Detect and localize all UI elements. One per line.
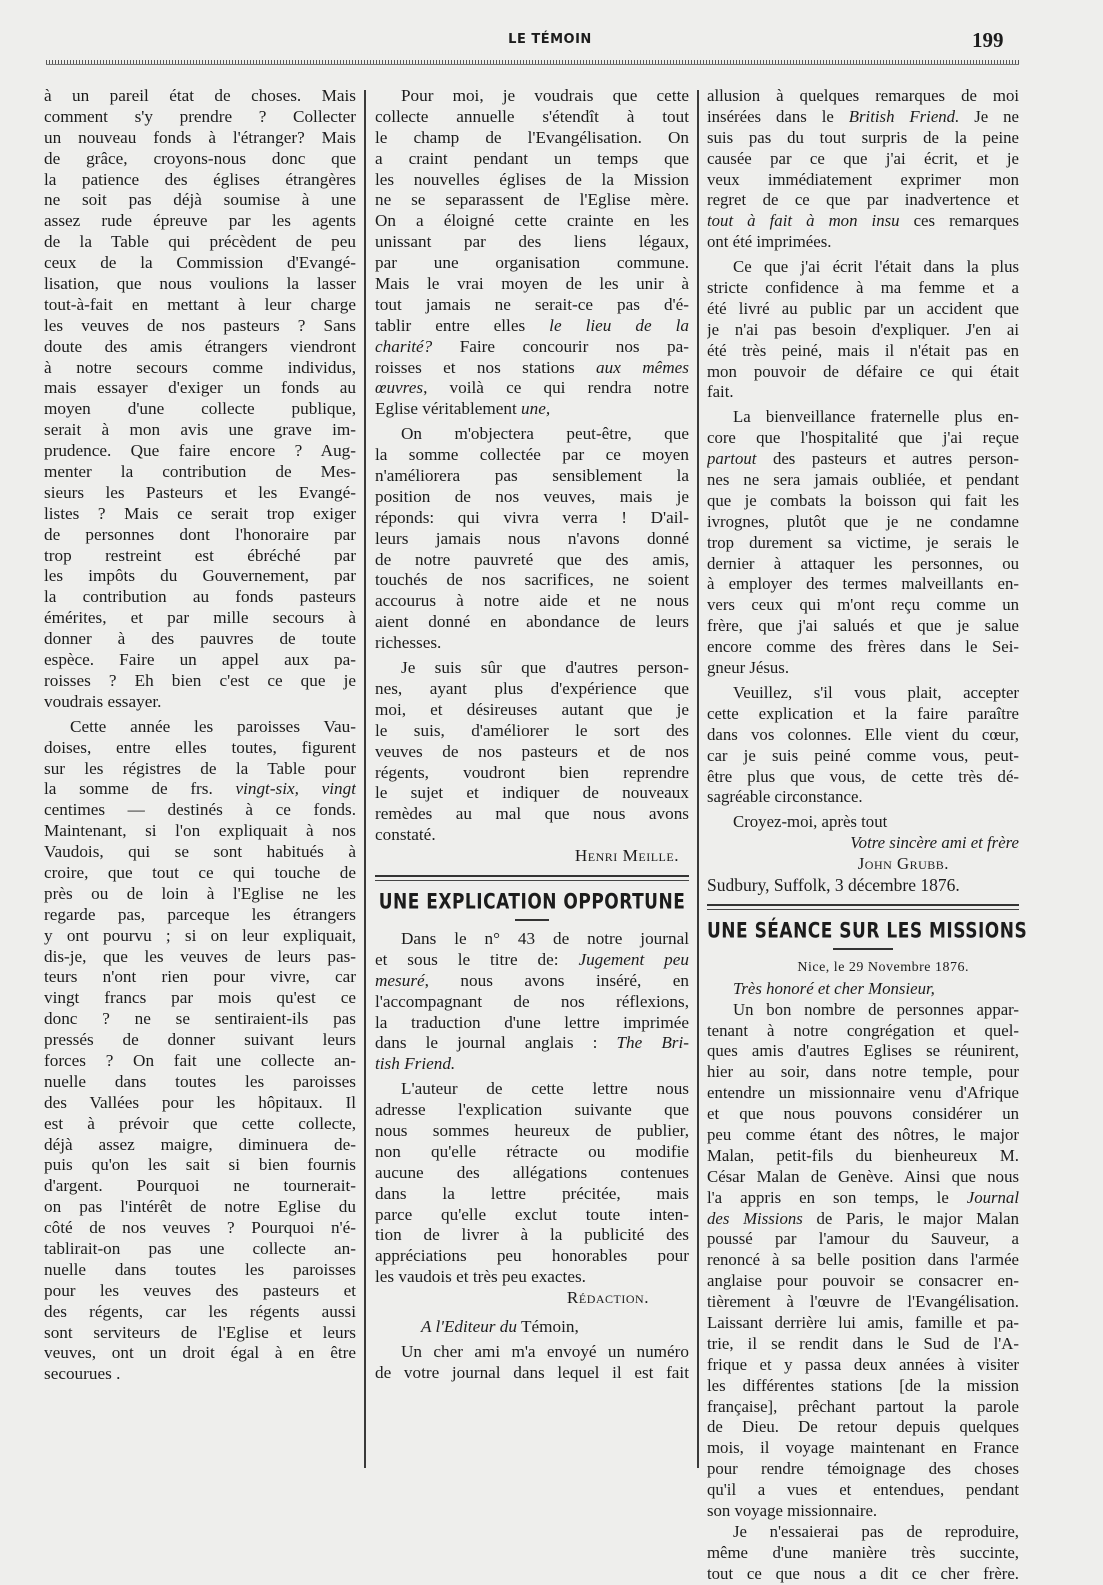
place-date: Sudbury, Suffolk, 3 décembre 1876. — [707, 874, 960, 895]
text-line: ont été imprimées. — [707, 232, 832, 252]
text-line: et que nous pouvons considérer un — [707, 1104, 1019, 1124]
italic-phrase: Très honoré et cher Monsieur, — [733, 978, 935, 998]
text-line: touchés de nos sacrifices, ne soient — [375, 570, 689, 590]
text-line: doute des amis étrangers viendront — [44, 336, 356, 356]
text-line: de Dieu. De retour depuis quelques — [707, 1417, 1019, 1437]
text-line: Je n'essaierai pas de reproduire, — [733, 1521, 1019, 1541]
text-line: Laissant derrière lui amis, famille et pa- — [707, 1312, 1019, 1332]
text-line: les différentes stations [de la mission — [707, 1375, 1019, 1395]
text-line: peu comme étant des nôtres, le major — [707, 1124, 1019, 1144]
italic-phrase: une, — [521, 399, 551, 419]
text-line: doises, entre elles toutes, figurent — [44, 737, 356, 757]
text-line: listes ? Mais ce serait trop exiger — [44, 503, 356, 523]
text-line: espèce. Faire un appel aux pa- — [44, 650, 356, 670]
text-line: aient donné en abondance de leurs — [375, 612, 689, 632]
title-ornament — [515, 919, 549, 923]
text-line: côté de nos veuves ? Pourquoi n'é- — [44, 1218, 356, 1238]
dateline: Nice, le 29 Novembre 1876. — [797, 959, 969, 975]
text-line: aucune des allégations contenues — [375, 1162, 689, 1182]
text-segment: des pasteurs et autres person- — [756, 449, 1019, 469]
text-line: nes, ayant plus d'expérience que — [375, 678, 689, 698]
text-line — [375, 1033, 689, 1054]
text-line: les vaudois et très peu exactes. — [375, 1267, 586, 1287]
italic-phrase: Jugement peu — [578, 949, 689, 969]
text-line: cette explication et la faire paraître — [707, 703, 1019, 723]
text-line: voudrais essayer. — [44, 691, 162, 711]
text-segment: Je ne — [959, 106, 1019, 126]
text-line — [375, 337, 689, 358]
text-line: frique et y passa deux années à visiter — [707, 1354, 1019, 1374]
text-line: lisation, que nous voulions la lasser — [44, 274, 356, 294]
text-line: vers ceux qui m'ont reçu comme un — [707, 595, 1019, 615]
italic-phrase: œuvres — [375, 378, 424, 398]
paragraph — [375, 1342, 689, 1384]
text-line — [375, 378, 689, 399]
column-divider — [697, 90, 699, 1468]
text-line: le suis, d'améliorer le sort des — [375, 720, 689, 740]
text-line: core que l'hospitalité que j'ai reçue — [707, 428, 1019, 448]
text-line: entendre un missionnaire venu d'Afrique — [707, 1083, 1019, 1103]
text-line: sur les régistres de la Table pour — [44, 758, 356, 778]
text-line: moyen d'une collecte publique, — [44, 399, 356, 419]
text-segment: ces remarques — [899, 211, 1019, 231]
column-right — [707, 86, 1028, 1585]
text-line: nuelle dans toutes les paroisses — [44, 1259, 356, 1279]
text-line: roisses ? Eh bien c'est ce que je — [44, 670, 356, 690]
italic-phrase: partout — [707, 449, 757, 469]
text-line — [375, 1054, 689, 1075]
paragraph — [707, 683, 1019, 808]
text-line: centimes — destinés à ce fonds. — [44, 800, 356, 820]
paragraph — [375, 86, 689, 420]
text-line: forces ? On fait une collecte an- — [44, 1050, 356, 1070]
text-line: L'auteur de cette lettre nous — [401, 1079, 689, 1099]
paragraph — [707, 1000, 1019, 1522]
text-line: régents, voudront bien reprendre — [375, 762, 689, 782]
text-line: tenant à notre congrégation et quel- — [707, 1020, 1019, 1040]
text-line: suis pas du tout surpris de la peine — [707, 127, 1019, 147]
italic-phrase: British Friend. — [848, 106, 960, 126]
paragraph — [44, 717, 356, 1386]
text-line: Malan, petit-fils du bienheureux M. — [707, 1145, 1019, 1165]
text-line: trop durement sa victime, je serais le — [707, 532, 1019, 552]
text-line: pour rendre témoignage des choses — [707, 1459, 1019, 1479]
text-line: non qu'elle rétracte ou modifie — [375, 1141, 689, 1161]
text-line: à notre secours comme individus, — [44, 357, 356, 377]
text-line: sont serviteurs de l'Eglise et leurs — [44, 1322, 356, 1342]
italic-phrase: des Missions — [707, 1208, 803, 1228]
article-title: UNE EXPLICATION OPPORTUNE — [378, 889, 686, 915]
paragraph — [707, 1522, 1019, 1585]
text-line: car je suis peiné comme vous, peut- — [707, 745, 1019, 765]
italic-phrase: tish Friend. — [375, 1054, 456, 1074]
text-line: par une organisation commune. — [375, 253, 689, 273]
text-line: Pour moi, je voudrais que cette — [401, 86, 689, 105]
text-line: tout ce que nous a dit ce cher frère. — [707, 1563, 1019, 1583]
text-line: Un cher ami m'a envoyé un numéro — [401, 1341, 689, 1361]
text-line: nuelle dans toutes les paroisses — [44, 1071, 356, 1091]
text-line: que je combats la boisson qui fait les — [707, 490, 1019, 510]
text-line: allusion à quelques remarques de moi — [707, 86, 1019, 105]
paragraph — [44, 86, 356, 713]
text-line: Ce que j'ai écrit l'était dans la plus — [733, 257, 1019, 277]
italic-phrase: le lieu de la — [549, 315, 689, 335]
text-line: constaté. — [375, 825, 436, 845]
closing-italic — [707, 833, 1019, 854]
text-line: richesses. — [375, 633, 442, 653]
text-line — [707, 1188, 1019, 1209]
italic-phrase: Journal — [966, 1187, 1019, 1207]
text-line: renoncé à sa belle position dans l'armée — [707, 1250, 1019, 1270]
text-line: son voyage missionnaire. — [707, 1501, 878, 1520]
text-line: causée par ce que j'ai écrit, et je — [707, 148, 1019, 168]
text-line: les veuves de nos pasteurs ? Sans — [44, 315, 356, 335]
text-line: poussé par l'amour du Sauveur, a — [707, 1229, 1019, 1249]
text-line: les nouvelles églises de la Mission — [375, 169, 689, 189]
running-head — [0, 30, 1103, 54]
text-line: ques amis d'autres Eglises se réunirent, — [707, 1041, 1019, 1061]
text-line: des Vallées pour les hôpitaux. Il — [44, 1092, 356, 1112]
text-line: Cette année les paroisses Vau- — [70, 716, 356, 736]
text-line: gneur Jésus. — [707, 658, 790, 678]
text-line — [44, 779, 356, 800]
text-line: donc ? ne se sentiraient-ils pas — [44, 1009, 356, 1029]
text-line: être plus que vous, de cette très dé- — [707, 766, 1019, 786]
text-line: des régents, car les régents aussi — [44, 1301, 356, 1321]
text-line: mois, il voyage maintenant en France — [707, 1438, 1019, 1458]
column-middle — [375, 86, 689, 1384]
text-line: de notre pauvreté que des amis, — [375, 549, 689, 569]
text-line: teurs n'ont rien pour vivre, car — [44, 967, 356, 987]
text-line: pour les veuves des pasteurs et — [44, 1280, 356, 1300]
text-line: la patience des églises étrangères — [44, 169, 356, 189]
text-line: dernier à attaquer les personnes, ou — [707, 553, 1019, 573]
text-line: veuves de nos pasteurs et de nos — [375, 741, 689, 761]
text-line: encore comme des frères dans le Sei- — [707, 637, 1019, 657]
italic-phrase: The Bri- — [616, 1033, 689, 1053]
text-line: même d'une manière très succinte, — [707, 1542, 1019, 1562]
text-line: été livré au public par un accident que — [707, 298, 1019, 318]
letter-salutation — [375, 1317, 689, 1338]
text-line: on pas l'intérêt de notre Eglise du — [44, 1197, 356, 1217]
text-line: On a éloigné cette crainte en les — [375, 211, 689, 231]
text-line: a craint pendant un temps que — [375, 148, 689, 168]
text-line: hier au soir, dans notre temple, pour — [707, 1062, 1019, 1082]
paragraph — [707, 407, 1019, 679]
text-segment: tablir entre elles — [375, 315, 550, 335]
text-line: tion de livrer à la publicité des — [375, 1225, 689, 1245]
text-segment: Faire concourir nos pa- — [432, 336, 689, 356]
text-line: émérites, et par mille secours à — [44, 608, 356, 628]
text-line: est à prévoir que cette collecte, — [44, 1113, 356, 1133]
text-line: trie, il se rendit dans le Sud de l'A- — [707, 1333, 1019, 1353]
text-line: nes ne sera jamais oubliée, et pendant — [707, 470, 1019, 490]
running-title: LE TÉMOIN — [508, 32, 592, 47]
text-line: comment s'y prendre ? Collecter — [44, 106, 356, 126]
text-line: veuves, ont un droit égal à en être — [44, 1343, 356, 1363]
paragraph — [375, 658, 689, 867]
text-segment: insérées dans le — [707, 106, 849, 126]
italic-phrase: tout à fait à mon insu — [707, 211, 900, 231]
signature-redaction: Rédaction. — [566, 1288, 649, 1308]
text-line — [375, 950, 689, 971]
text-line — [707, 449, 1019, 470]
text-line: dans la lettre précitée, mais — [375, 1183, 689, 1203]
article-title: UNE SÉANCE SUR LES MISSIONS — [707, 918, 1028, 944]
text-line: ivrognes, plutôt que je ne condamne — [707, 511, 1019, 531]
text-segment: l'a appris en son temps, le — [707, 1187, 967, 1207]
text-line: à un pareil état de choses. Mais — [44, 86, 356, 105]
text-line — [707, 107, 1019, 128]
text-line: de grâce, croyons-nous donc que — [44, 148, 356, 168]
text-line: assez rude épreuve par les agents — [44, 211, 356, 231]
text-line: nous sommes heureux de publier, — [375, 1120, 689, 1140]
text-line: je n'ai pas besoin d'expliquer. J'en ai — [707, 319, 1019, 339]
text-segment: , nous avons inséré, en — [424, 970, 689, 990]
text-line: y ont pourvu ; si on leur expliquait, — [44, 925, 356, 945]
text-line: qu'il a vues et entendues, pendant — [707, 1480, 1019, 1500]
text-line: Mais le vrai moyen de les unir à — [375, 274, 689, 294]
section-rule — [375, 875, 689, 881]
text-line: ne se separassent de l'Eglise mère. — [375, 190, 689, 210]
text-line: française], prêchant partout la parole — [707, 1396, 1019, 1416]
paragraph — [375, 1079, 689, 1309]
text-line: accourus à notre aide et ne nous — [375, 591, 689, 611]
signer: John Grubb. — [857, 854, 949, 874]
text-line: tout jamais ne serait-ce pas d'é- — [375, 294, 689, 314]
text-line: tièrement à l'œuvre de l'Evangélisation. — [707, 1292, 1019, 1312]
journal-name: Témoin, — [520, 1316, 579, 1336]
text-line: Dans le n° 43 de notre journal — [401, 928, 689, 948]
signature: Henri Meille. — [574, 846, 679, 866]
text-line: tout-à-fait en mettant à leur charge — [44, 294, 356, 314]
text-line: regarde pas, parceque les étrangers — [44, 904, 356, 924]
text-line: un nouveau fonds à l'étranger? Mais — [44, 127, 356, 147]
text-line: stricte confidence à ma femme et a — [707, 278, 1019, 298]
italic-phrase: aux mêmes — [596, 357, 689, 377]
text-line: la somme collectée par ce moyen — [375, 445, 689, 465]
text-line: puis qu'on les sait si bien fournis — [44, 1155, 356, 1175]
text-line: serait à mon avis une grave im- — [44, 420, 356, 440]
title-ornament — [833, 948, 893, 952]
text-segment: , voilà ce qui rendra notre — [423, 378, 689, 398]
text-line: de votre journal dans lequel il est fait — [375, 1362, 689, 1382]
text-line: anglaise pour pouvoir se consacrer en- — [707, 1271, 1019, 1291]
column-left — [44, 86, 356, 1385]
text-line: unissant par des liens légaux, — [375, 232, 689, 252]
page-number: 199 — [972, 28, 1004, 52]
text-line: été très peiné, mais il n'était pas en — [707, 340, 1019, 360]
closing-line: Croyez-moi, après tout — [733, 812, 888, 832]
text-line: position de nos veuves, mais je — [375, 486, 689, 506]
text-segment: la somme de frs. — [44, 779, 236, 799]
text-line — [707, 211, 1019, 232]
text-line: dans vos colonnes. Elle vient du cœur, — [707, 724, 1019, 744]
text-line: ne soit pas déjà soumise à une — [44, 190, 356, 210]
italic-phrase: charité? — [375, 336, 433, 356]
text-line — [375, 399, 689, 420]
text-line: collecte annuelle s'étendît à tout — [375, 106, 689, 126]
text-line: prudence. Que faire encore ? Aug- — [44, 441, 356, 461]
text-line: Vaudois, qui se sont habitués à — [44, 842, 356, 862]
text-line: frère, que j'ai salués et que je salue — [707, 616, 1019, 636]
text-segment: de Paris, le major Malan — [802, 1208, 1019, 1228]
text-line: regret de ce que par inadvertence et — [707, 190, 1019, 210]
italic-amount: vingt-six, vingt — [235, 779, 356, 799]
text-line: Veuillez, s'il vous plait, accepter — [733, 682, 1019, 702]
text-line: trop restreint est ébréché par — [44, 545, 356, 565]
text-line: fait. — [707, 382, 734, 402]
text-line: déjà assez maigre, diminuera de- — [44, 1134, 356, 1154]
text-line — [375, 971, 689, 992]
paragraph — [707, 257, 1019, 403]
text-line: sagréable circonstance. — [707, 787, 863, 807]
text-line: menter la contribution de Mes- — [44, 462, 356, 482]
text-line — [707, 1209, 1019, 1230]
text-line: leurs jamais nous n'avons donné — [375, 528, 689, 548]
text-line: On m'objectera peut-être, que — [401, 424, 689, 444]
paragraph — [375, 929, 689, 1075]
text-line: la contribution au fonds pasteurs — [44, 587, 356, 607]
italic-phrase: A l'Editeur du — [421, 1316, 517, 1336]
text-line: mon pouvoir de défaire ce qui était — [707, 361, 1019, 381]
text-line: tablirait-on pas une collecte an- — [44, 1238, 356, 1258]
italic-phrase: Votre sincère ami et frère — [850, 833, 1019, 853]
text-line: vingt francs par mois qu'est ce — [44, 988, 356, 1008]
text-segment: Eglise véritablement — [375, 399, 522, 419]
text-line: pressés de donner suivant leurs — [44, 1030, 356, 1050]
text-line: sieurs les Pasteurs et les Evangé- — [44, 482, 356, 502]
text-line: dis-je, que les veuves de leurs pas- — [44, 946, 356, 966]
text-line — [375, 316, 689, 337]
text-line — [375, 358, 689, 379]
text-line: le champ de l'Evangélisation. On — [375, 127, 689, 147]
text-line: mais essayer d'exiger un fonds au — [44, 378, 356, 398]
text-line: de personnes dont l'honoraire par — [44, 524, 356, 544]
text-segment: et sous le titre de: — [375, 949, 579, 969]
text-line: secourues . — [44, 1364, 121, 1384]
text-line: à employer des termes malveillants en- — [707, 574, 1019, 594]
text-segment: roisses et nos stations — [375, 357, 597, 377]
greeting — [707, 979, 1019, 1000]
text-line: réponds: qui vivra verra ! D'ail- — [375, 507, 689, 527]
text-line: près ou de loin à l'Eglise ne les — [44, 883, 356, 903]
text-line: l'accompagnant de nos réflexions, — [375, 991, 689, 1011]
column-divider — [364, 90, 366, 1468]
text-line: appréciations peu honorables pour — [375, 1246, 689, 1266]
text-line: d'argent. Pourquoi ne tournerait- — [44, 1176, 356, 1196]
text-line: adresse l'explication suivante que — [375, 1100, 689, 1120]
italic-phrase: mesuré — [375, 970, 425, 990]
text-line: croire, que tout ce qui touche de — [44, 862, 356, 882]
text-line: César Malan de Genève. Ainsi que nous — [707, 1166, 1019, 1186]
text-line: parce qu'elle exclut toute inten- — [375, 1204, 689, 1224]
text-line: Un bon nombre de personnes appar- — [733, 999, 1019, 1019]
paragraph — [375, 424, 689, 654]
text-line: Maintenant, si l'on expliquait à nos — [44, 821, 356, 841]
text-segment: dans le journal anglais : — [375, 1033, 617, 1053]
text-line: ceux de la Commission d'Evangé- — [44, 253, 356, 273]
text-line: le sujet et indiquer de nouveaux — [375, 783, 689, 803]
text-line: donner à des pauvres de toute — [44, 629, 356, 649]
paragraph — [707, 86, 1019, 253]
text-line: Je suis sûr que d'autres person- — [401, 658, 689, 678]
text-line: n'améliorera pas sensiblement la — [375, 466, 689, 486]
text-line: veux immédiatement exprimer mon — [707, 169, 1019, 189]
text-line: remèdes au mal que nous avons — [375, 804, 689, 824]
text-line: la traduction d'une lettre imprimée — [375, 1012, 689, 1032]
text-line: La bienveillance fraternelle plus en- — [733, 407, 1019, 427]
section-rule — [707, 904, 1019, 910]
header-rule — [46, 60, 1019, 65]
text-line: moi, et désireuses autant que je — [375, 699, 689, 719]
text-line: de la Table qui précèdent de peu — [44, 232, 356, 252]
text-line: les impôts du Gouvernement, par — [44, 566, 356, 586]
